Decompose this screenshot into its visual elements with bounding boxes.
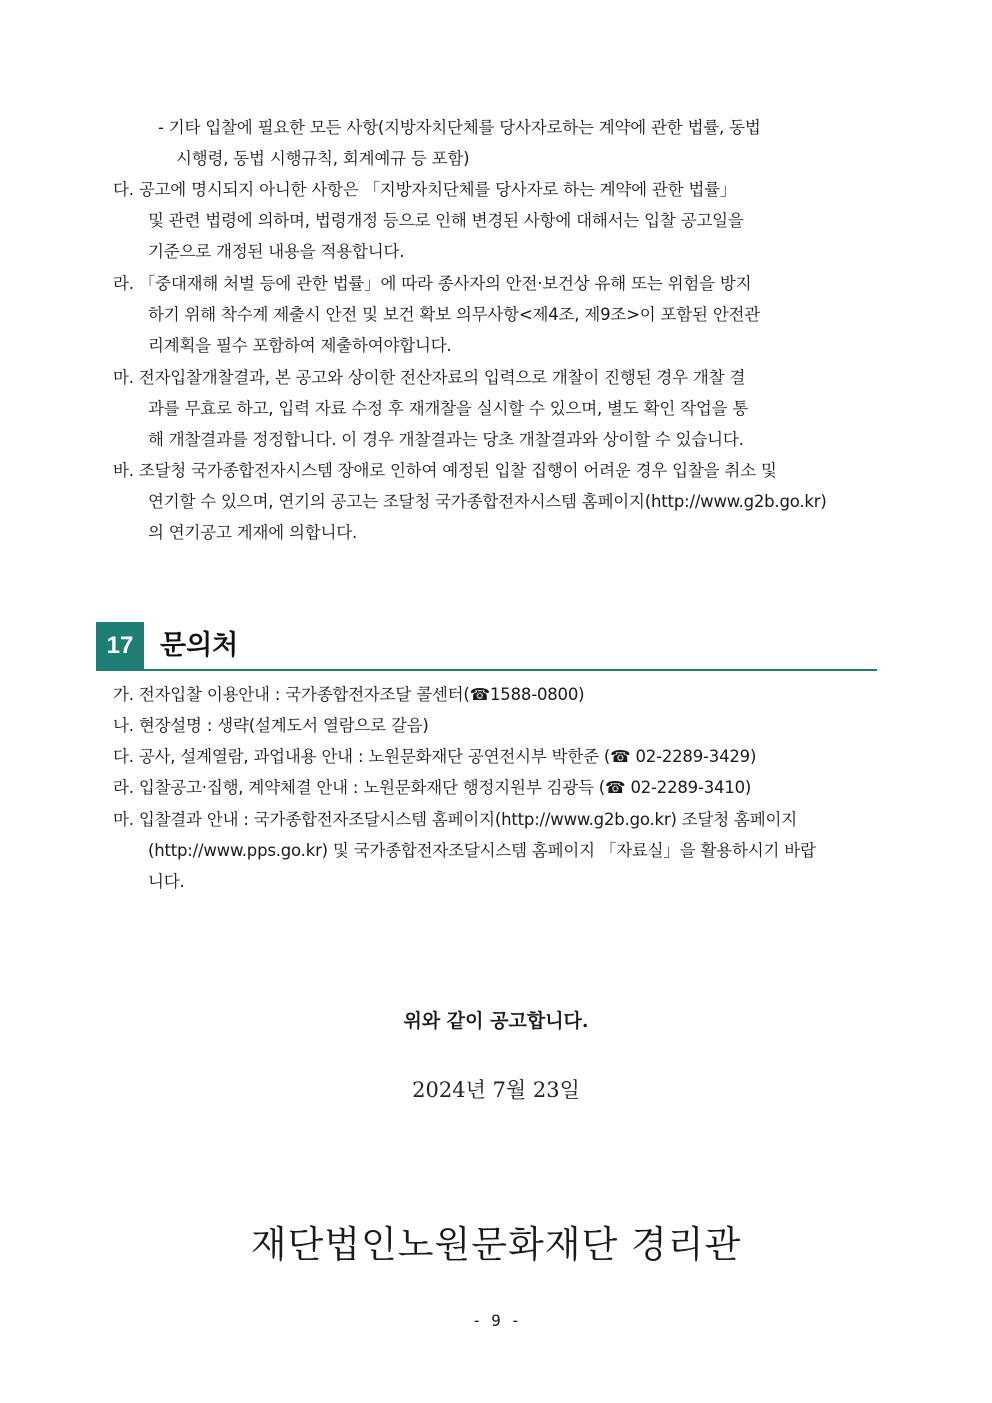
contact-ga: 가. 전자입찰 이용안내 : 국가종합전자조달 콜센터(☎1588-0800) [113,685,585,704]
contact-ma-line-1: 마. 입찰결과 안내 : 국가종합전자조달시스템 홈페이지(http://www.g2b.go.kr) 조달청 홈페이지 [113,810,797,829]
section-number-badge: 17 [96,622,144,670]
dash-item-line-1: - 기타 입찰에 필요한 모든 사항(지방자치단체를 당사자로하는 계약에 관한 법률, 동법 [158,118,761,137]
contact-ma-line-2: (http://www.pps.go.kr) 및 국가종합전자조달시스템 홈페이지 「자료실」을 활용하시기 바랍 [148,841,816,860]
item-da-line-1: 다. 공고에 명시되지 아니한 사항은 「지방자치단체를 당사자로 하는 계약에 관한 법률」 [113,180,737,199]
dash-item-line-2: 시행령, 동법 시행규칙, 회계예규 등 포함) [176,149,470,168]
item-ma-line-3: 해 개찰결과를 정정합니다. 이 경우 개찰결과는 당초 개찰결과와 상이할 수 있습니다. [148,430,744,449]
item-ra-line-1: 라. 「중대재해 처벌 등에 관한 법률」에 따라 종사자의 안전·보건상 유해 또는 위험을 방지 [113,274,752,293]
item-da-line-2: 및 관련 법령에 의하며, 법령개정 등으로 인해 변경된 사항에 대해서는 입찰 공고일을 [148,211,744,230]
section-title: 문의처 [160,630,239,661]
contact-da: 다. 공사, 설계열람, 과업내용 안내 : 노원문화재단 공연전시부 박한준 (☎ 02-2289-3429) [113,747,757,766]
item-ba-line-1: 바. 조달청 국가종합전자시스템 장애로 인하여 예정된 입찰 집행이 어려운 경우 입찰을 취소 및 [113,461,777,480]
issuer-name: 재단법인노원문화재단 경리관 [250,1223,742,1266]
item-ba-line-2: 연기할 수 있으며, 연기의 공고는 조달청 국가종합전자시스템 홈페이지(http://www.g2b.go.kr) [148,492,827,511]
item-da-line-3: 기준으로 개정된 내용을 적용합니다. [148,242,405,261]
contact-ra: 라. 입찰공고·집행, 계약체결 안내 : 노원문화재단 행정지원부 김광득 (☎ 02-2289-3410) [113,778,752,797]
closing-statement: 위와 같이 공고합니다. [403,1010,589,1032]
contact-na: 나. 현장설명 : 생략(설계도서 열람으로 갈음) [113,716,429,735]
item-ma-line-1: 마. 전자입찰개찰결과, 본 공고와 상이한 전산자료의 입력으로 개찰이 진행된 경우 개찰 결 [113,368,746,387]
item-ba-line-3: 의 연기공고 게재에 의합니다. [148,523,358,542]
item-ma-line-2: 과를 무효로 하고, 입력 자료 수정 후 재개찰을 실시할 수 있으며, 별도 확인 작업을 통 [148,399,749,418]
contact-ma-line-3: 니다. [148,872,185,891]
page-number: - 9 - [471,1311,521,1330]
closing-date: 2024년 7월 23일 [412,1078,580,1102]
section-underline [96,669,877,671]
section-header [96,622,877,670]
item-ra-line-2: 하기 위해 착수계 제출시 안전 및 보건 확보 의무사항<제4조, 제9조>이 포함된 안전관 [148,305,761,324]
item-ra-line-3: 리계획을 필수 포함하여 제출하여야합니다. [148,336,452,355]
